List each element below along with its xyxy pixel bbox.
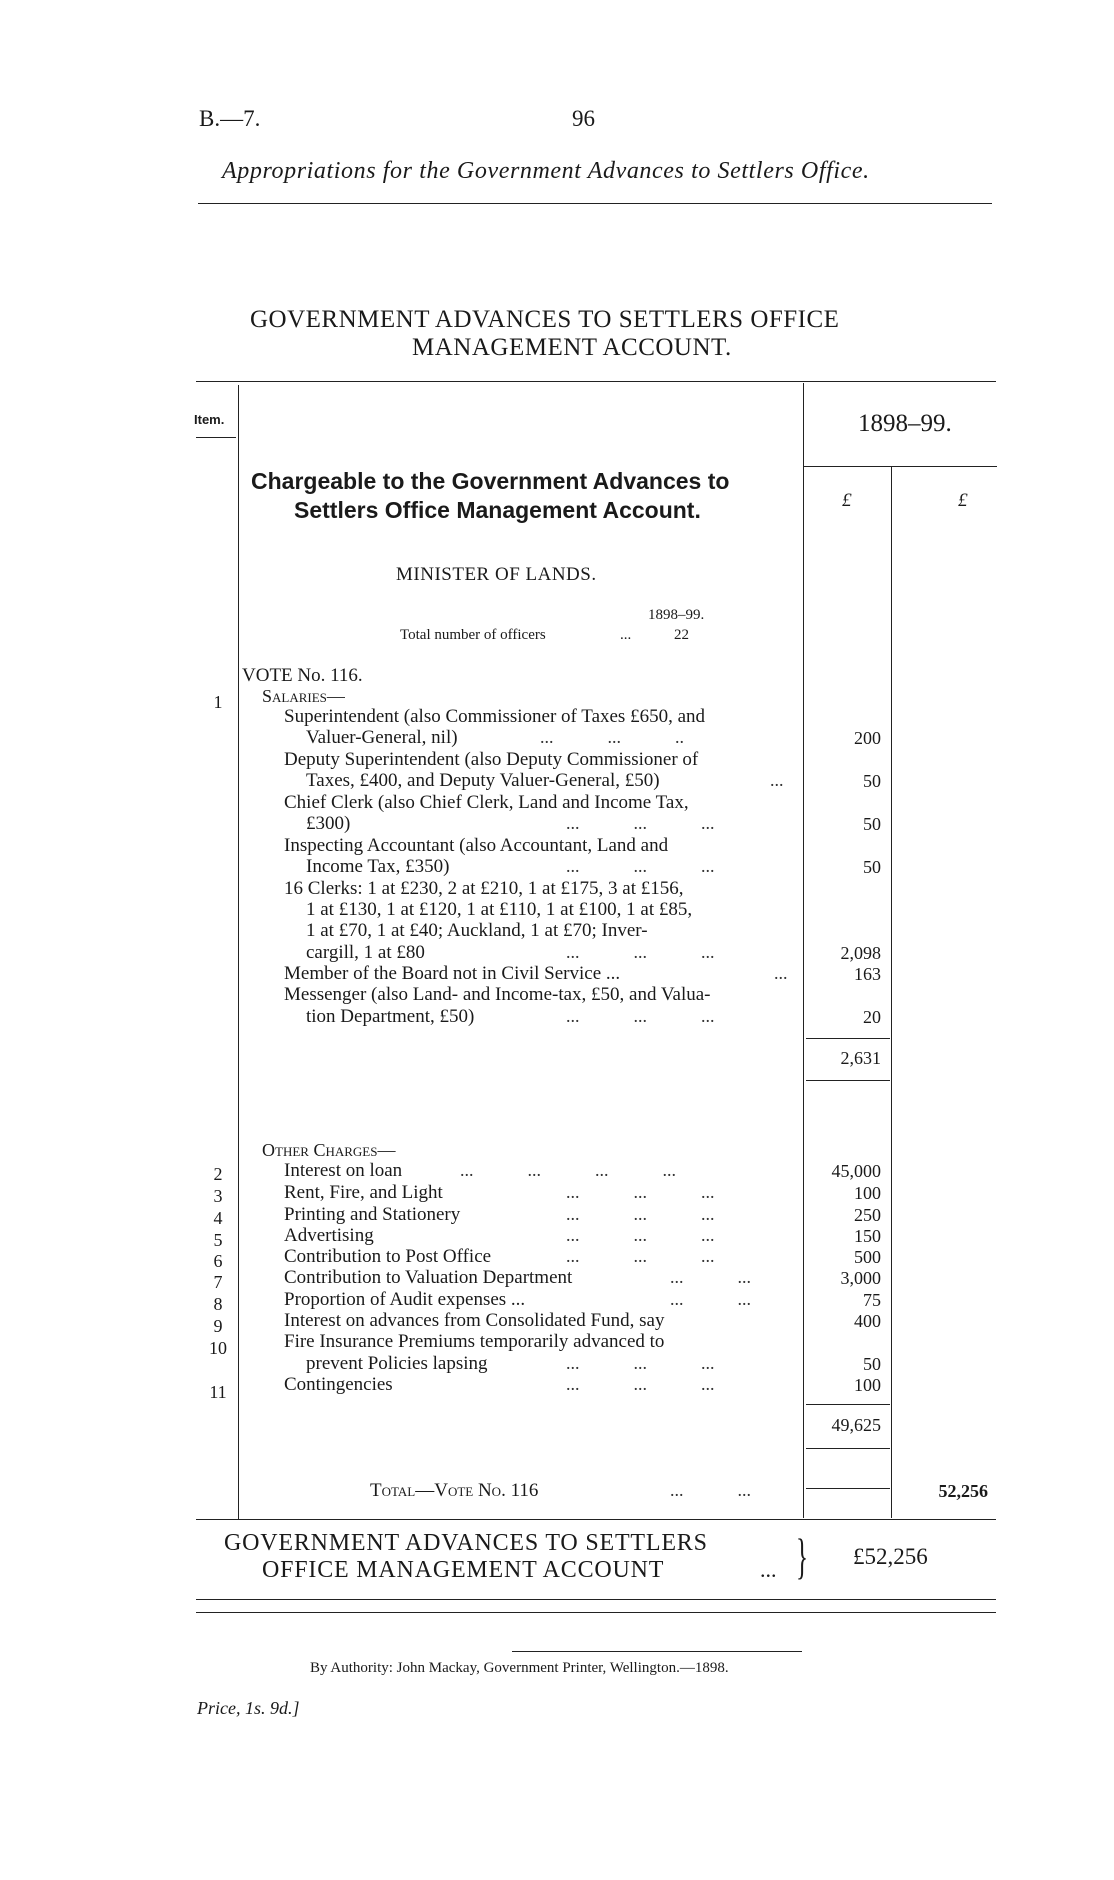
other-charge-label: Interest on loan: [284, 1160, 403, 1181]
item-number: 2: [213, 1164, 223, 1184]
pound-sign-2: £: [958, 490, 968, 511]
minister-heading: MINISTER OF LANDS.: [396, 564, 597, 585]
chargeable-heading-line1: Chargeable to the Government Advances to: [251, 468, 730, 494]
salaries-subtotal-rule: [806, 1038, 890, 1039]
footer-rule: [512, 1651, 802, 1652]
salaries-total: 2,631: [840, 1048, 881, 1068]
chargeable-heading-line2: Settlers Office Management Account.: [294, 497, 701, 523]
other-charge-amount: 250: [854, 1205, 881, 1225]
other-charge-label: Proportion of Audit expenses ...: [284, 1289, 526, 1310]
leader-dots: ... ... ...: [566, 1374, 715, 1394]
contingencies-label: Contingencies: [284, 1374, 393, 1395]
summary-bottom-rule-2: [196, 1612, 996, 1613]
other-charge-label: Contribution to Post Office: [284, 1246, 492, 1267]
salary-line: Inspecting Accountant (also Accountant, Land and: [284, 835, 669, 856]
other-charge-amount: 45,000: [831, 1161, 881, 1181]
page-title-line1: GOVERNMENT ADVANCES TO SETTLERS OFFICE: [250, 306, 840, 333]
salary-line: Valuer-General, nil): [306, 727, 458, 748]
leader-dots: ... ... ... ...: [460, 1160, 676, 1180]
other-total-rule: [806, 1448, 890, 1449]
summary-brace: }: [796, 1528, 808, 1584]
salary-amount: 50: [863, 771, 881, 791]
item-col-rule: [238, 385, 239, 1520]
leader-dots: ...: [774, 963, 788, 983]
document-ref: B.—7.: [199, 106, 261, 131]
other-charge-label: Printing and Stationery: [284, 1204, 461, 1225]
item-number: 8: [213, 1294, 223, 1314]
other-charges-total: 49,625: [831, 1415, 881, 1435]
officers-dots: ...: [620, 627, 632, 643]
page-subtitle: Appropriations for the Government Advances to Settlers Office.: [222, 158, 870, 184]
officers-count: 22: [674, 627, 689, 643]
member-line: Member of the Board not in Civil Service ...: [284, 963, 621, 984]
leader-dots: ... ... ..: [540, 727, 684, 747]
leader-dots: ... ... ...: [566, 1204, 715, 1224]
vote-total-rule: [806, 1488, 890, 1489]
fire-insurance-amount: 50: [863, 1354, 881, 1374]
footer-price: Price, 1s. 9d.]: [197, 1698, 300, 1718]
other-charge-amount: 400: [854, 1311, 881, 1331]
summary-line2: OFFICE MANAGEMENT ACCOUNT: [262, 1557, 665, 1583]
table-top-rule: [196, 381, 996, 382]
summary-amount: £52,256: [853, 1544, 928, 1569]
summary-dots: ...: [760, 1557, 777, 1582]
vote-heading: VOTE No. 116.: [242, 665, 363, 686]
vote-total-label: Total—Vote No. 116: [370, 1480, 539, 1501]
other-charge-amount: 75: [863, 1290, 881, 1310]
other-charge-label: Interest on advances from Consolidated Fund, say: [284, 1310, 665, 1331]
item-number: 9: [213, 1316, 223, 1336]
summary-bottom-rule: [196, 1599, 996, 1600]
salaries-heading: Salaries—: [262, 686, 345, 706]
clerks-line: 1 at £70, 1 at £40; Auckland, 1 at £70; Inver-: [306, 920, 648, 941]
clerks-line: cargill, 1 at £80: [306, 942, 425, 963]
item-number: 1: [213, 692, 223, 712]
officers-year: 1898–99.: [648, 607, 705, 623]
page-number: 96: [572, 106, 595, 131]
leader-dots: ... ... ...: [566, 1006, 715, 1026]
messenger-line: tion Department, £50): [306, 1006, 475, 1027]
messenger-line: Messenger (also Land- and Income-tax, £50, and Valua-: [284, 984, 711, 1005]
other-charge-label: Advertising: [284, 1225, 374, 1246]
other-charge-label: Contribution to Valuation Department: [284, 1267, 573, 1288]
other-charge-label: Rent, Fire, and Light: [284, 1182, 443, 1203]
salary-line: Superintendent (also Commissioner of Taxes £650, and: [284, 706, 706, 727]
messenger-amount: 20: [863, 1007, 881, 1027]
other-subtotal-rule: [806, 1404, 890, 1405]
contingencies-amount: 100: [854, 1375, 881, 1395]
header-rule: [198, 203, 992, 204]
item-number: 6: [213, 1251, 223, 1271]
amount-col-rule: [891, 466, 892, 1518]
salary-line: Chief Clerk (also Chief Clerk, Land and Income Tax,: [284, 792, 689, 813]
leader-dots: ... ...: [670, 1480, 751, 1500]
officers-label: Total number of officers: [400, 627, 546, 643]
other-charge-amount: 150: [854, 1226, 881, 1246]
item-number: 5: [213, 1230, 223, 1250]
leader-dots: ... ... ...: [566, 942, 715, 962]
leader-dots: ... ...: [670, 1267, 751, 1287]
salary-amount: 50: [863, 814, 881, 834]
clerks-amount: 2,098: [840, 943, 881, 963]
clerks-line: 16 Clerks: 1 at £230, 2 at £210, 1 at £175, 3 at £156,: [284, 878, 684, 899]
salary-amount: 50: [863, 857, 881, 877]
item-number: 3: [213, 1186, 223, 1206]
salary-line: Income Tax, £350): [306, 856, 450, 877]
item-number: 10: [209, 1338, 227, 1358]
year-header-rule: [803, 466, 997, 467]
fire-insurance-line: Fire Insurance Premiums temporarily advanced to: [284, 1331, 665, 1352]
leader-dots: ... ...: [670, 1289, 751, 1309]
summary-line1: GOVERNMENT ADVANCES TO SETTLERS: [224, 1530, 708, 1556]
leader-dots: ... ... ...: [566, 1182, 715, 1202]
salary-amount: 200: [854, 728, 881, 748]
page-title-line2: MANAGEMENT ACCOUNT.: [412, 334, 732, 361]
leader-dots: ...: [770, 770, 784, 790]
year-column-header: 1898–99.: [858, 410, 952, 437]
fire-insurance-line: prevent Policies lapsing: [306, 1353, 488, 1374]
item-number: 4: [213, 1208, 223, 1228]
leader-dots: ... ... ...: [566, 813, 715, 833]
leader-dots: ... ... ...: [566, 1246, 715, 1266]
item-header-rule: [196, 437, 236, 438]
other-charges-heading: Other Charges—: [262, 1140, 396, 1160]
salary-line: Taxes, £400, and Deputy Valuer-General, £50): [306, 770, 660, 791]
item-column-header: Item.: [194, 412, 225, 427]
summary-top-rule: [196, 1519, 996, 1520]
item-number: 7: [213, 1272, 223, 1292]
leader-dots: ... ... ...: [566, 1225, 715, 1245]
other-charge-amount: 100: [854, 1183, 881, 1203]
pound-sign-1: £: [842, 490, 852, 511]
member-amount: 163: [854, 964, 881, 984]
salaries-total-rule: [806, 1080, 890, 1081]
item-number: 11: [209, 1382, 227, 1402]
leader-dots: ... ... ...: [566, 1353, 715, 1373]
footer-authority: By Authority: John Mackay, Government Printer, Wellington.—1898.: [310, 1660, 729, 1676]
leader-dots: ... ... ...: [566, 856, 715, 876]
other-charge-amount: 500: [854, 1247, 881, 1267]
salary-line: £300): [306, 813, 351, 834]
salary-line: Deputy Superintendent (also Deputy Commissioner of: [284, 749, 699, 770]
vote-total-amount: 52,256: [938, 1481, 988, 1501]
clerks-line: 1 at £130, 1 at £120, 1 at £110, 1 at £100, 1 at £85,: [306, 899, 693, 920]
other-charge-amount: 3,000: [840, 1268, 881, 1288]
